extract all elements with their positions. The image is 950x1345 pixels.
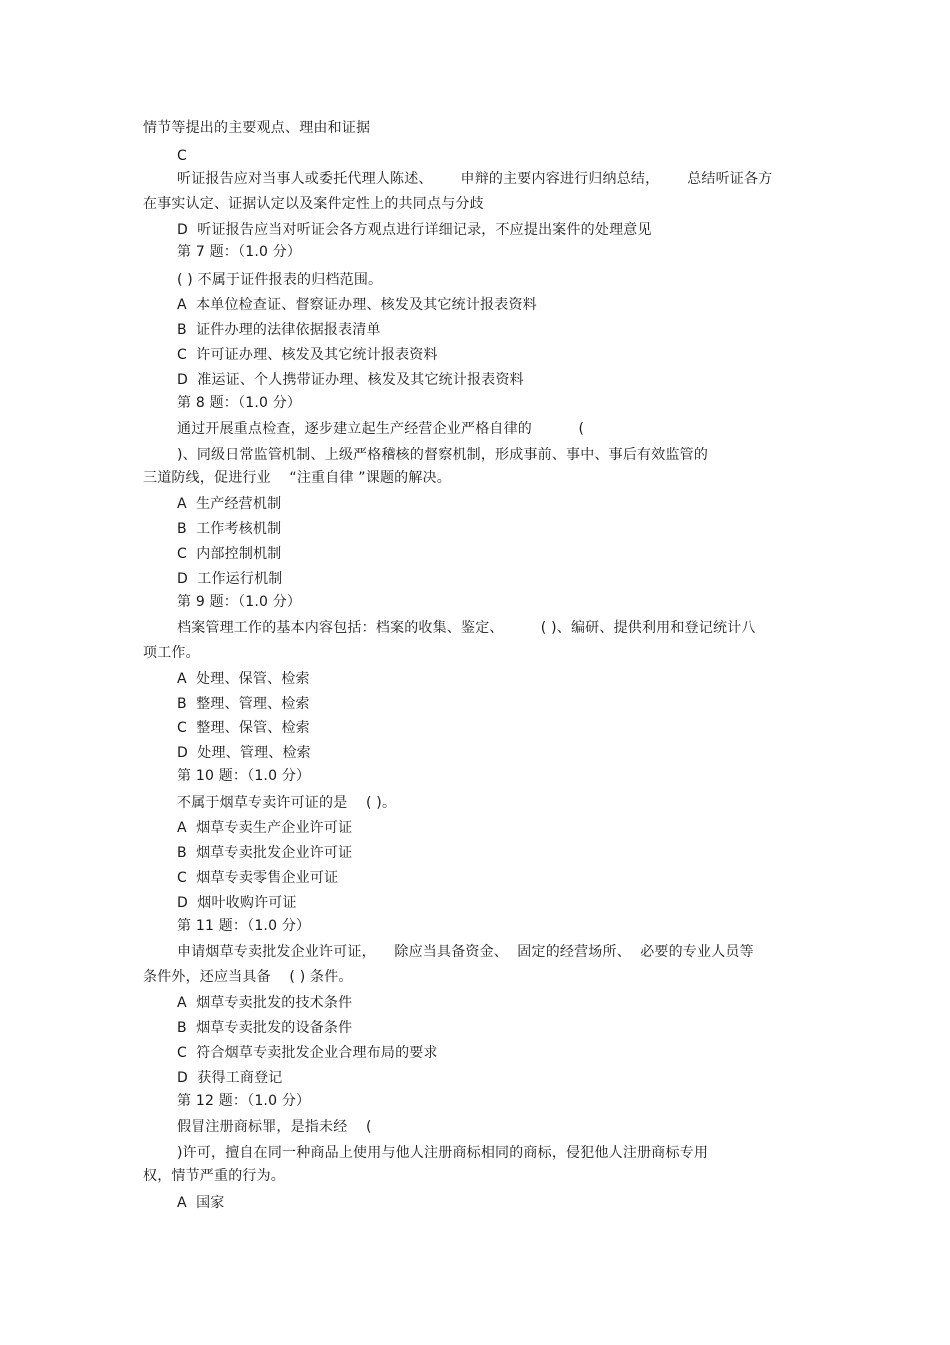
- question-stem: 通过开展重点检查，逐步建立起生产经营企业严格自律的 (: [177, 421, 585, 437]
- option-line: C 烟草专卖零售企业可证: [177, 870, 339, 886]
- option-line: A 烟草专卖生产企业许可证: [177, 820, 353, 836]
- question-header: 第 11 题：（1.0 分）: [177, 918, 311, 934]
- question-stem: 假冒注册商标罪，是指未经 (: [177, 1119, 372, 1135]
- option-line: B 烟草专卖批发的设备条件: [177, 1020, 353, 1036]
- option-line: A 生产经营机制: [177, 496, 282, 512]
- option-line: A 国家: [177, 1195, 225, 1211]
- question-stem: 条件外，还应当具备 ( ) 条件。: [143, 969, 353, 985]
- text-line: 听证报告应对当事人或委托代理人陈述、 申辩的主要内容进行归纳总结， 总结听证各方: [177, 171, 773, 187]
- option-line: D 获得工商登记: [177, 1070, 283, 1086]
- text-line: 情节等提出的主要观点、理由和证据: [143, 120, 371, 136]
- text-line: 在事实认定、证据认定以及案件定性上的共同点与分歧: [143, 196, 484, 212]
- option-line: D 工作运行机制: [177, 571, 283, 587]
- question-stem: 项工作。: [143, 645, 200, 661]
- question-header: 第 8 题：（1.0 分）: [177, 395, 302, 411]
- option-line: A 烟草专卖批发的技术条件: [177, 995, 353, 1011]
- option-letter: C: [177, 148, 187, 164]
- option-line: D 烟叶收购许可证: [177, 895, 297, 911]
- question-header: 第 12 题：（1.0 分）: [177, 1093, 311, 1109]
- question-header: 第 9 题：（1.0 分）: [177, 594, 302, 610]
- question-stem: ( ) 不属于证件报表的归档范围。: [177, 272, 383, 288]
- option-line: A 处理、保管、检索: [177, 671, 310, 687]
- question-header: 第 10 题：（1.0 分）: [177, 768, 311, 784]
- question-stem: 档案管理工作的基本内容包括：档案的收集、鉴定、 ( )、编研、提供利用和登记统计八: [177, 620, 756, 636]
- question-stem: 申请烟草专卖批发企业许可证， 除应当具备资金、 固定的经营场所、 必要的专业人员等: [177, 944, 754, 960]
- option-line: D 准运证、个人携带证办理、核发及其它统计报表资料: [177, 372, 524, 388]
- option-line: C 许可证办理、核发及其它统计报表资料: [177, 347, 438, 363]
- question-header: 第 7 题：（1.0 分）: [177, 244, 302, 260]
- question-stem: 权，情节严重的行为。: [143, 1168, 285, 1184]
- option-line: C 符合烟草专卖批发企业合理布局的要求: [177, 1045, 438, 1061]
- option-line: C 内部控制机制: [177, 546, 282, 562]
- question-stem: 不属于烟草专卖许可证的是 ( )。: [177, 795, 397, 811]
- option-line: A 本单位检查证、督察证办理、核发及其它统计报表资料: [177, 297, 537, 313]
- option-line: B 工作考核机制: [177, 521, 282, 537]
- question-stem: )许可，擅自在同一种商品上使用与他人注册商标相同的商标，侵犯他人注册商标专用: [177, 1145, 709, 1161]
- option-line: D 听证报告应当对听证会各方观点进行详细记录，不应提出案件的处理意见: [177, 222, 652, 238]
- option-line: D 处理、管理、检索: [177, 745, 311, 761]
- question-stem: )、同级日常监管机制、上级严格稽核的督察机制，形成事前、事中、事后有效监管的: [177, 447, 709, 463]
- option-line: B 证件办理的法律依据报表清单: [177, 322, 381, 338]
- option-line: B 烟草专卖批发企业许可证: [177, 845, 353, 861]
- option-line: B 整理、管理、检索: [177, 696, 310, 712]
- question-stem: 三道防线，促进行业 “注重自律 ”课题的解决。: [143, 470, 451, 486]
- option-line: C 整理、保管、检索: [177, 720, 310, 736]
